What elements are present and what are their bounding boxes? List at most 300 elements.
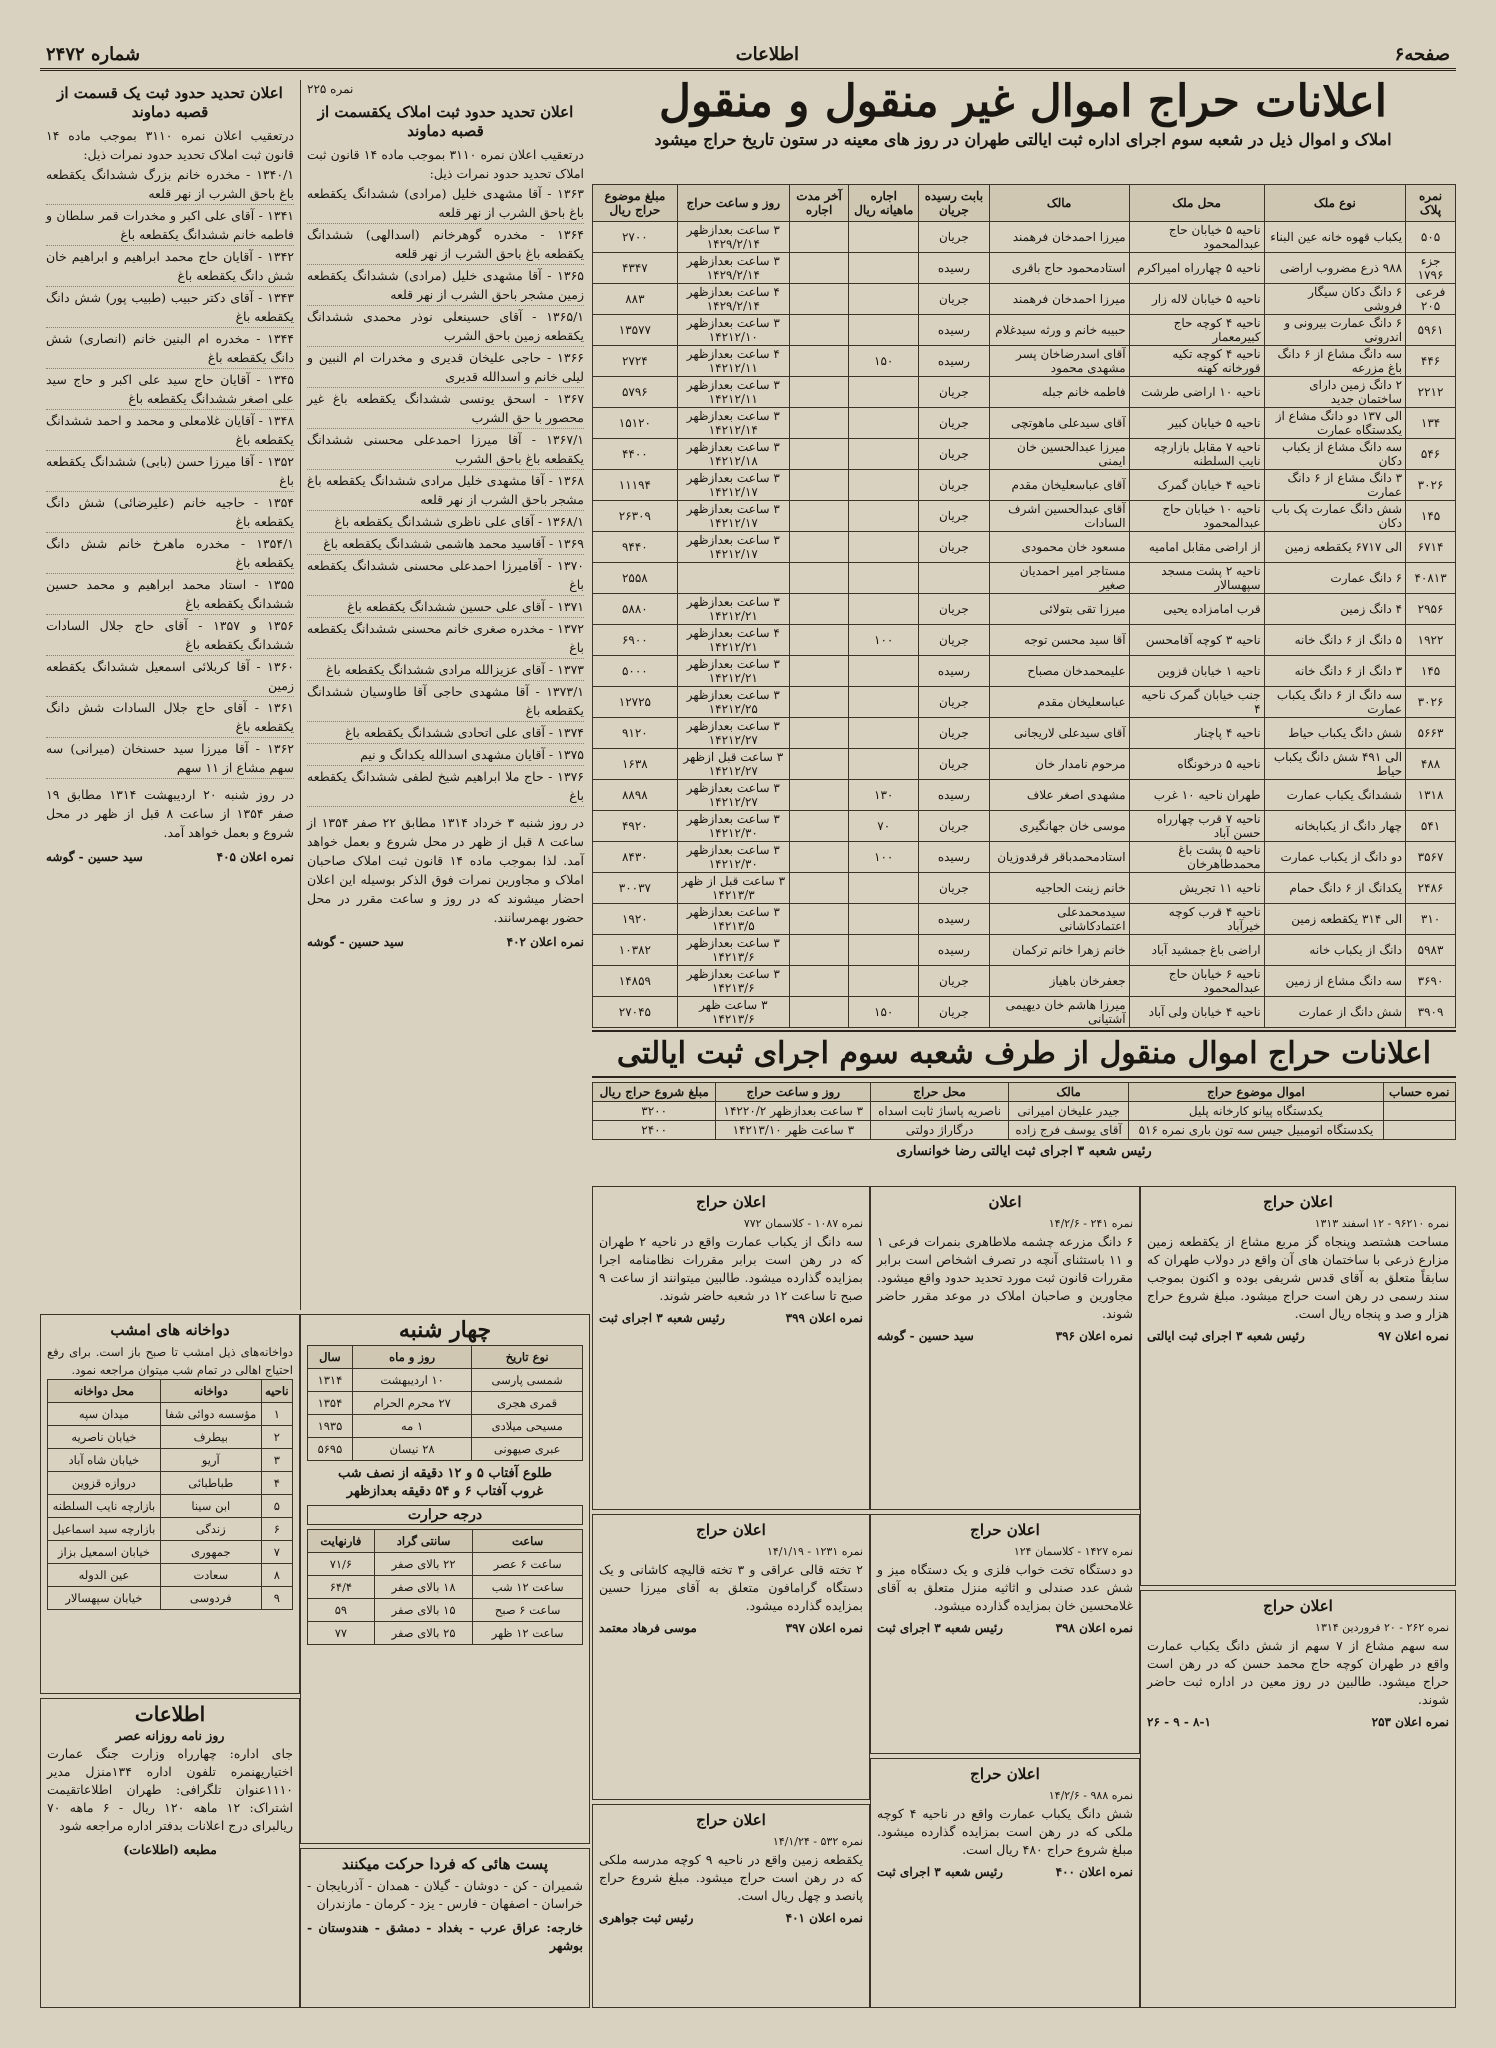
- auction-row: [593, 408, 1456, 439]
- notice-title: اعلان حراج: [696, 1193, 766, 1211]
- notice-footer-number: نمره اعلان ۳۹۷: [785, 1621, 863, 1635]
- table-cell: میدان سپه: [48, 1403, 161, 1426]
- table-cell: [789, 501, 848, 532]
- auction-row: [593, 904, 1456, 935]
- table-cell: جریان: [919, 532, 990, 563]
- table-cell: ۳ ساعت بعدازظهر ۱۴۲۲۰/۲: [716, 1102, 871, 1121]
- auction-row: [593, 594, 1456, 625]
- notice-item: ۱۳۵۴ - حاجیه خانم (علیرضائی) شش دانگ یکقطعه باغ: [46, 492, 294, 533]
- table-header-cell: سال: [308, 1346, 353, 1369]
- pharmacies-title: دواخانه های امشب: [110, 1321, 230, 1339]
- table-cell: ناحیه ۴ قرب کوچه خیرآباد: [1129, 904, 1264, 935]
- table-header-cell: مبلغ شروع حراج ریال: [593, 1083, 716, 1102]
- table-cell: میرزا تقی بتولائی: [989, 594, 1129, 625]
- table-header-cell: نمره پلاک: [1406, 185, 1456, 222]
- table-cell: ۴ دانگ زمین: [1264, 594, 1406, 625]
- notice-footer-sign: سید حسین - گوشه: [877, 1329, 974, 1343]
- pharmacy-row: [48, 1495, 293, 1518]
- notice-title: اعلان حراج: [696, 1521, 766, 1539]
- table-cell: ۲۷۰۰: [593, 222, 678, 253]
- notice-footer: [307, 933, 584, 952]
- table-cell: قرب امامزاده یحیی: [1129, 594, 1264, 625]
- table-cell: رسیده: [919, 842, 990, 873]
- notice-title: اعلان حراج: [696, 1811, 766, 1829]
- table-cell: یکدانگ از ۶ دانگ حمام: [1264, 873, 1406, 904]
- table-header-cell: مبلغ موضوع حراج ریال: [593, 185, 678, 222]
- table-cell: ۱۱۱۹۴: [593, 470, 678, 501]
- notice-footer-number: نمره اعلان ۳۹۶: [1055, 1329, 1133, 1343]
- notice-footer-sign: سید حسین - گوشه: [46, 850, 143, 864]
- table-cell: مؤسسه دوائی شفا: [160, 1403, 261, 1426]
- notice-item: ۱۳۶۸ - آقا مشهدی خلیل مرادی ششدانگ یکقطعه باغ مشجر باحق الشرب از نهر قلعه: [307, 470, 584, 511]
- table-header-cell: روز و ماه: [352, 1346, 471, 1369]
- table-cell: [789, 315, 848, 346]
- info-line: نمره تلفون اداره ۱۳۴: [111, 1764, 256, 1779]
- notice-footer-number: نمره اعلان ۴۰۰: [1055, 1865, 1133, 1879]
- table-header-cell: نمره حساب: [1383, 1083, 1455, 1102]
- notice-title: اعلان حراج: [970, 1765, 1040, 1783]
- table-cell: ۲۷۰۴۵: [593, 997, 678, 1028]
- table-cell: جنب خیابان گمرک ناحیه ۴: [1129, 687, 1264, 718]
- table-cell: دروازه قزوین: [48, 1472, 161, 1495]
- table-cell: ناحیه ۱۱ تجریش: [1129, 873, 1264, 904]
- table-cell: ۳ ساعت ظهر ۱۴۲۱۳/۶: [677, 997, 789, 1028]
- table-cell: فرعی ۲۰۵: [1406, 284, 1456, 315]
- notice-title: اعلان حراج: [1263, 1597, 1333, 1615]
- table-cell: [789, 997, 848, 1028]
- table-cell: ۸: [261, 1564, 292, 1587]
- table-cell: [849, 408, 919, 439]
- table-cell: مسیحی میلادی: [472, 1415, 583, 1438]
- notice-item: ۱۳۷۳ - آقای عزیزالله مرادی ششدانگ یکقطعه باغ: [307, 659, 584, 681]
- notice-meta: نمره ۹۶۲۱۰ - ۱۲ اسفند ۱۳۱۳: [1314, 1217, 1449, 1230]
- table-cell: ۱۶۳۸: [593, 749, 678, 780]
- table-cell: ۴۳۴۷: [593, 253, 678, 284]
- table-cell: ۳۰۰۳۷: [593, 873, 678, 904]
- table-cell: [849, 718, 919, 749]
- notice-item: ۱۳۴۴ - مخدره ام البنین خانم (انصاری) شش دانگ یکقطعه باغ: [46, 328, 294, 369]
- auction-row: [593, 718, 1456, 749]
- table-cell: ۴۴۶: [1406, 346, 1456, 377]
- table-header-cell: روز و ساعت حراج: [677, 185, 789, 222]
- table-cell: ۶۹۰۰: [593, 625, 678, 656]
- table-cell: ۶: [261, 1518, 292, 1541]
- table-cell: ۱۰۰: [849, 842, 919, 873]
- auction-row: [593, 315, 1456, 346]
- table-cell: [849, 501, 919, 532]
- notice-n5: [870, 1514, 1140, 1754]
- notice-closing: در روز شنبه ۲۰ اردیبهشت ۱۳۱۴ مطابق ۱۹ صفر ۱۳۵۴ از ساعت ۸ قبل از ظهر در محل شروع و بعمل خواهد آمد.: [46, 787, 295, 840]
- table-cell: ۹۱۲۰: [593, 718, 678, 749]
- table-cell: ۵۹۸۳: [1406, 935, 1456, 966]
- movable-signature: رئیس شعبه ۳ اجرای ثبت ایالتی رضا خوانساری: [896, 1144, 1152, 1159]
- table-cell: ۱: [261, 1403, 292, 1426]
- table-cell: ۳ دانگ مشاع از ۶ دانگ عمارت: [1264, 470, 1406, 501]
- notice-title: اعلان حراج: [970, 1521, 1040, 1539]
- notice-footer: [46, 848, 294, 867]
- notice-item: ۱۳۷۳/۱ - آقا مشهدی حاجی آقا طاوسیان ششدانگ یکقطعه باغ: [307, 681, 584, 722]
- table-cell: طهران ناحیه ۱۰ غرب: [1129, 780, 1264, 811]
- table-cell: [849, 656, 919, 687]
- notice-footer: [877, 1863, 1133, 1881]
- table-cell: ۳۲۰۰: [593, 1102, 716, 1121]
- table-cell: جریان: [919, 997, 990, 1028]
- table-cell: آقای اسدرضاخان پسر مشهدی محمود: [989, 346, 1129, 377]
- auction-row: [593, 439, 1456, 470]
- table-cell: ۱۸ بالای صفر: [374, 1576, 473, 1599]
- table-cell: جریان: [919, 501, 990, 532]
- notice-item: ۱۳۷۱ - آقای علی حسین ششدانگ یکقطعه باغ: [307, 596, 584, 618]
- table-cell: ساعت ۶ صبح: [473, 1599, 583, 1622]
- table-cell: [849, 253, 919, 284]
- table-cell: [849, 315, 919, 346]
- table-header-cell: نوع تاریخ: [472, 1346, 583, 1369]
- table-cell: شش دانگ یکباب حیاط: [1264, 718, 1406, 749]
- table-cell: میرزا عبدالحسین خان ایمنی: [989, 439, 1129, 470]
- auction-row: [593, 687, 1456, 718]
- table-cell: جریان: [919, 222, 990, 253]
- table-cell: ۱۳۱۴: [308, 1369, 353, 1392]
- table-cell: ۱۵ بالای صفر: [374, 1599, 473, 1622]
- table-cell: جریان: [919, 594, 990, 625]
- table-cell: طباطبائی: [160, 1472, 261, 1495]
- info-line: قیمت اشتراک: ۱۲ ماهه ۱۲۰ ریال - ۶ ماهه ۷۰ ریال: [47, 1782, 294, 1833]
- table-cell: سه دانگ مشاع از ۶ دانگ باغ مزرعه: [1264, 346, 1406, 377]
- notice-n6: [592, 1514, 870, 1800]
- notice-item: ۱۳۵۵ - استاد محمد ابراهیم و محمد حسین ششدانگ یکقطعه باغ: [46, 574, 294, 615]
- notice-n8: [592, 1804, 870, 2008]
- table-cell: ۲۶۳۰۹: [593, 501, 678, 532]
- pharmacies-intro: دواخانه‌های ذیل امشب تا صبح باز است. برای رفع احتیاج اهالی در تمام شب میتوان مراجعه نمود.: [47, 1345, 293, 1377]
- auction-row: [593, 811, 1456, 842]
- table-cell: ۶ دانگ عمارت: [1264, 563, 1406, 594]
- info-line: جای اداره: چهارراه وزارت جنگ عمارت اختیاریه: [47, 1746, 293, 1779]
- notice-footer: [1147, 1713, 1449, 1731]
- table-header-cell: روز و ساعت حراج: [716, 1083, 871, 1102]
- temperature-row: [308, 1576, 583, 1599]
- table-cell: ۳ ساعت بعدازظهر ۱۴۲۱۲/۱۸: [677, 439, 789, 470]
- auction-row: [593, 346, 1456, 377]
- table-cell: جزء ۱۷۹۶: [1406, 253, 1456, 284]
- table-cell: [789, 966, 848, 997]
- auction-row: [593, 966, 1456, 997]
- table-cell: حبیبه خانم و ورثه سیدغلام: [989, 315, 1129, 346]
- table-cell: جریان: [919, 377, 990, 408]
- notice-footer-sign: رئیس شعبه ۳ اجرای ثبت: [599, 1311, 725, 1325]
- table-cell: ۲۹۵۶: [1406, 594, 1456, 625]
- table-cell: ساعت ۱۲ شب: [473, 1576, 583, 1599]
- page-number: صفحه۶: [1394, 43, 1450, 65]
- table-cell: شش دانگ از عمارت: [1264, 997, 1406, 1028]
- paper-name: اطلاعات: [735, 43, 799, 65]
- calendar-box: [300, 1314, 590, 1844]
- pharmacy-row: [48, 1472, 293, 1495]
- table-cell: [789, 439, 848, 470]
- pharmacy-row: [48, 1426, 293, 1449]
- table-cell: ناصریه پاساژ ثابت اسداه: [871, 1102, 1009, 1121]
- notice-item: ۱۳۴۱ - آقای علی اکبر و مخدرات قمر سلطان و فاطمه خانم ششدانگ یکقطعه باغ: [46, 205, 294, 246]
- notice-footer-number: نمره اعلان ۴۰۲: [506, 935, 584, 949]
- table-cell: خیابان اسمعیل بزاز: [48, 1541, 161, 1564]
- table-cell: ۱۲۷۲۵: [593, 687, 678, 718]
- table-cell: [789, 346, 848, 377]
- table-cell: [789, 408, 848, 439]
- table-cell: ۷: [261, 1541, 292, 1564]
- table-cell: ۳ ساعت ظهر ۱۴۲۱۳/۱۰: [716, 1121, 871, 1140]
- table-cell: [849, 966, 919, 997]
- table-cell: سیدمحمدعلی اعتمادکاشانی: [989, 904, 1129, 935]
- table-cell: الی ۴۹۱ شش دانگ یکباب حیاط: [1264, 749, 1406, 780]
- notice-footer: [877, 1327, 1133, 1345]
- table-cell: ۳۵۶۷: [1406, 842, 1456, 873]
- notice-footer-sign: رئیس ثبت جواهری: [599, 1911, 694, 1925]
- auction-row: [593, 873, 1456, 904]
- table-cell: [849, 222, 919, 253]
- table-cell: ۴۸۸: [1406, 749, 1456, 780]
- table-cell: ۱۹۲۰: [593, 904, 678, 935]
- table-cell: ۲۷۲۴: [593, 346, 678, 377]
- auction-row: [593, 749, 1456, 780]
- notice-body: سه سهم مشاع از ۷ سهم از شش دانگ یکباب عمارت واقع در طهران کوچه حاج محمد حسن که در رهن است حراج میشود. طالبین در روز معین در اداره ثبت حاضر شوند.: [1147, 1638, 1449, 1707]
- pharmacy-row: [48, 1403, 293, 1426]
- table-cell: ۱۳۱۸: [1406, 780, 1456, 811]
- info-line: عنوان تلگرافی: طهران اطلاعات: [76, 1782, 267, 1797]
- pharmacy-row: [48, 1518, 293, 1541]
- table-cell: [789, 780, 848, 811]
- notice-item: ۱۳۷۰ - آقامیرزا احمدعلی محسنی ششدانگ یکقطعه باغ: [307, 555, 584, 596]
- table-cell: ناحیه ۵ درخونگاه: [1129, 749, 1264, 780]
- table-header-cell: محل دواخانه: [48, 1380, 161, 1403]
- table-cell: ۳ ساعت بعدازظهر ۱۴۲۱۳/۶: [677, 935, 789, 966]
- calendar-body: [308, 1369, 583, 1461]
- table-cell: سه دانگ از ۶ دانگ یکباب عمارت: [1264, 687, 1406, 718]
- table-cell: بازارچه نایب السلطنه: [48, 1495, 161, 1518]
- table-cell: ناحیه ۱۰ خیابان حاج عبدالمحمود: [1129, 501, 1264, 532]
- table-cell: ۲۵۵۸: [593, 563, 678, 594]
- table-cell: خیابان شاه آباد: [48, 1449, 161, 1472]
- table-cell: ۲: [261, 1426, 292, 1449]
- table-cell: آقا سید محسن توجه: [989, 625, 1129, 656]
- notice-item: ۱۳۶۷/۱ - آقا میرزا احمدعلی محسنی ششدانگ یکقطعه باغ باحق الشرب: [307, 429, 584, 470]
- masthead: [40, 40, 1456, 71]
- info-print: مطبعه (اطلاعات): [123, 1842, 217, 1857]
- table-cell: ۳ دانگ از ۶ دانگ خانه: [1264, 656, 1406, 687]
- table-cell: ۱۹۲۲: [1406, 625, 1456, 656]
- info-lines: [47, 1745, 293, 1835]
- table-cell: ۷۰: [849, 811, 919, 842]
- notice-column-b: [40, 80, 300, 1310]
- table-cell: ۵: [261, 1495, 292, 1518]
- table-cell: اراضی باغ جمشید آباد: [1129, 935, 1264, 966]
- auction-row: [593, 501, 1456, 532]
- temperature-header-row: [308, 1530, 583, 1553]
- table-cell: جریان: [919, 284, 990, 315]
- pharmacy-row: [48, 1541, 293, 1564]
- notice-item: ۱۳۶۹ - آقاسید محمد هاشمی ششدانگ یکقطعه باغ: [307, 533, 584, 555]
- table-cell: ۸۸۹۸: [593, 780, 678, 811]
- table-cell: قمری هجری: [472, 1392, 583, 1415]
- table-cell: جریان: [919, 873, 990, 904]
- movable-title: اعلانات حراج اموال منقول از طرف شعبه سوم اجرای ثبت ایالتی: [592, 1030, 1456, 1078]
- table-cell: زندگی: [160, 1518, 261, 1541]
- table-cell: ۱۳۰: [849, 780, 919, 811]
- table-cell: ۱۵۱۲۰: [593, 408, 678, 439]
- table-cell: ۴ ساعت بعدازظهر ۱۴۲۱۲/۱۱: [677, 346, 789, 377]
- notice-footer-sign: ۸-۱ - ۹ - ۲۶: [1147, 1715, 1211, 1729]
- table-header-cell: آخر مدت اجاره: [789, 185, 848, 222]
- notice-item: ۱۳۶۲ - آقا میرزا سید حسنخان (میرانی) سه سهم مشاع از ۱۱ سهم: [46, 738, 294, 779]
- table-cell: ۲۸ نیسان: [352, 1438, 471, 1461]
- notice-meta: نمره ۱۰۸۷ - کلاسمان ۷۷۲: [743, 1217, 863, 1230]
- table-cell: ۵۹۶۱: [1406, 315, 1456, 346]
- sun-times: [307, 1465, 583, 1501]
- table-cell: [789, 904, 848, 935]
- table-cell: یکدستگاه اتومبیل جیس سه تون باری نمره ۵۱۶: [1129, 1121, 1383, 1140]
- paper-info-box: [40, 1698, 300, 2008]
- table-cell: ۳ ساعت بعدازظهر ۱۴۲۱۲/۲۵: [677, 687, 789, 718]
- calendar-row: [308, 1369, 583, 1392]
- table-header-cell: دواخانه: [160, 1380, 261, 1403]
- table-header-cell: نوع ملک: [1264, 185, 1406, 222]
- notice-item: ۱۳۶۸/۱ - آقای علی ناظری ششدانگ یکقطعه باغ: [307, 511, 584, 533]
- table-cell: ناحیه ۴ خیابان گمرک: [1129, 470, 1264, 501]
- notice-column-a: [300, 80, 590, 1310]
- auction-row: [593, 935, 1456, 966]
- calendar-table: [307, 1345, 583, 1461]
- notice-footer-sign: رئیس شعبه ۳ اجرای ثبت: [877, 1621, 1003, 1635]
- notice-meta: نمره ۲۶۲ - ۲۰ فروردین ۱۳۱۴: [1315, 1621, 1449, 1634]
- table-cell: مرحوم نامدار خان: [989, 749, 1129, 780]
- table-cell: [849, 563, 919, 594]
- table-cell: ناحیه ۵ خیابان کبیر: [1129, 408, 1264, 439]
- table-cell: ۳ ساعت بعدازظهر ۱۴۲۱۲/۲۷: [677, 718, 789, 749]
- table-cell: [789, 377, 848, 408]
- table-cell: علیمحمدخان مصباح: [989, 656, 1129, 687]
- table-cell: خانم زینت الحاجیه: [989, 873, 1129, 904]
- table-cell: ۳ ساعت بعدازظهر ۱۴۲۱۲/۳۰: [677, 811, 789, 842]
- table-cell: ۱۰ اردیبهشت: [352, 1369, 471, 1392]
- table-cell: ۳ ساعت قبل ازظهر ۱۴۲۱۲/۲۷: [677, 749, 789, 780]
- table-cell: جریان: [919, 470, 990, 501]
- auction-row: [593, 253, 1456, 284]
- table-cell: میرزا احمدخان فرهمند: [989, 284, 1129, 315]
- post-abroad: خارجه: عراق عرب - بغداد - دمشق - هندوستان - بوشهر: [307, 1920, 583, 1953]
- table-cell: [789, 563, 848, 594]
- auction-row: [593, 284, 1456, 315]
- table-cell: [789, 935, 848, 966]
- sunrise: طلوع آفتاب ۵ و ۱۲ دقیقه از نصف شب: [338, 1466, 552, 1481]
- table-cell: ۱۹۳۵: [308, 1415, 353, 1438]
- table-cell: ناحیه ۷ قرب چهارراه حسن آباد: [1129, 811, 1264, 842]
- table-cell: فردوسی: [160, 1587, 261, 1610]
- table-cell: مسعود خان محمودی: [989, 532, 1129, 563]
- table-cell: از اراضی مقابل امامیه: [1129, 532, 1264, 563]
- table-header-cell: بابت رسیده جریان: [919, 185, 990, 222]
- table-cell: ۱۰۰: [849, 625, 919, 656]
- table-cell: ۳ ساعت بعدازظهر ۱۴۲۱۲/۲۷: [677, 780, 789, 811]
- notice-number: نمره ۲۲۵: [307, 82, 354, 96]
- table-cell: ۲۲۱۲: [1406, 377, 1456, 408]
- notice-item: ۱۳۴۳ - آقای دکتر حبیب (طبیب پور) شش دانگ یکقطعه باغ: [46, 287, 294, 328]
- table-cell: [789, 687, 848, 718]
- table-cell: آقای سیدعلی ماهوتچی: [989, 408, 1129, 439]
- table-cell: [789, 594, 848, 625]
- notice-footer-number: نمره اعلان ۳۹۹: [785, 1311, 863, 1325]
- table-cell: ۳ ساعت بعدازظهر ۱۴۲۱۲/۱۰: [677, 315, 789, 346]
- table-cell: ششدانگ یکباب عمارت: [1264, 780, 1406, 811]
- table-cell: ۳ ساعت بعدازظهر ۱۴۲۹/۲/۱۴: [677, 253, 789, 284]
- notice-n4: [1140, 1590, 1456, 2008]
- table-cell: استادمحمدباقر قرقدوزیان: [989, 842, 1129, 873]
- notice-items: [307, 183, 584, 807]
- table-cell: ۶۷۱۴: [1406, 532, 1456, 563]
- notice-item: ۱۳۵۲ - آقا میرزا حسن (بابی) ششدانگ یکقطعه باغ: [46, 451, 294, 492]
- table-cell: جریان: [919, 439, 990, 470]
- table-cell: ۸۸۳: [593, 284, 678, 315]
- table-cell: ناحیه ۲ پشت مسجد سپهسالار: [1129, 563, 1264, 594]
- table-cell: ۸۴۳۰: [593, 842, 678, 873]
- notice-footer-number: نمره اعلان ۴۰۵: [216, 850, 294, 864]
- info-title: اطلاعات: [134, 1702, 206, 1726]
- table-header-cell: فارنهایت: [308, 1530, 375, 1553]
- notice-item: ۱۳۶۰ - آقا کربلائی اسمعیل ششدانگ یکقطعه زمین: [46, 656, 294, 697]
- table-cell: رسیده: [919, 935, 990, 966]
- table-cell: ناحیه ۴ کوچه تکیه قورخانه کهنه: [1129, 346, 1264, 377]
- notice-body: سه دانگ از یکباب عمارت واقع در ناحیه ۲ طهران که در رهن است برابر مقررات نظامنامه اجرا بمزایده گذارده میشود. طالبین میتوانند از ساعت ۹ صبح تا ساعت ۱۲ در شعبه حاضر شوند.: [599, 1234, 864, 1303]
- table-cell: [849, 439, 919, 470]
- table-header-cell: مالک: [989, 185, 1129, 222]
- table-cell: ناحیه ۱۰ اراضی طرشت: [1129, 377, 1264, 408]
- table-header-cell: سانتی گراد: [374, 1530, 473, 1553]
- table-cell: ۶ دانگ عمارت بیرونی و اندرونی: [1264, 315, 1406, 346]
- table-cell: ۳ ساعت قبل از ظهر ۱۴۲۱۳/۳: [677, 873, 789, 904]
- table-cell: الی ۱۳۷ دو دانگ مشاع از یکدستگاه عمارت: [1264, 408, 1406, 439]
- notice-item: ۱۳۵۶ و ۱۳۵۷ - آقای حاج جلال السادات ششدانگ یکقطعه باغ: [46, 615, 294, 656]
- table-cell: استادمحمود حاج باقری: [989, 253, 1129, 284]
- table-cell: [789, 253, 848, 284]
- table-cell: [849, 594, 919, 625]
- auction-header-row: [593, 185, 1456, 222]
- table-cell: جریان: [919, 625, 990, 656]
- table-cell: ۱۳۴: [1406, 408, 1456, 439]
- table-cell: ۲۴۰۰: [593, 1121, 716, 1140]
- table-cell: [789, 749, 848, 780]
- table-cell: ۶۴/۴: [308, 1576, 375, 1599]
- table-cell: ۳ ساعت بعدازظهر ۱۴۲۱۲/۱۷: [677, 532, 789, 563]
- notice-closing: در روز شنبه ۳ خرداد ۱۳۱۴ مطابق ۲۲ صفر ۱۳۵۴ از ساعت ۸ قبل از ظهر در محل شروع و بعمل خواهد آمد. لذا بموجب ماده ۱۴ قانون ثبت املاک صاحبان املاک و مجاورین نمرات فوق الذکر بوسیله این اعلان احضار میشوند که در روز و ساعت مقرر در محل حضور بهمرسانند.: [307, 815, 585, 925]
- table-cell: [849, 935, 919, 966]
- main-subtitle: املاک و اموال ذیل در شعبه سوم اجرای اداره ثبت ایالتی طهران در روز های معینه در ستون تاریخ حراج میشود: [654, 130, 1392, 149]
- table-cell: ۲۴۸۶: [1406, 873, 1456, 904]
- table-cell: ۶ دانگ دکان سیگار فروشی: [1264, 284, 1406, 315]
- notice-item: ۱۳۷۶ - حاج ملا ابراهیم شیخ لطفی ششدانگ یکقطعه باغ: [307, 766, 584, 807]
- table-cell: جریان: [919, 687, 990, 718]
- notice-title: اعلان: [988, 1193, 1022, 1211]
- table-cell: عباسعلیخان مقدم: [989, 687, 1129, 718]
- notice-item: ۱۳۴۲ - آقایان حاج محمد ابراهیم و ابراهیم خان شش دانگ یکقطعه باغ: [46, 246, 294, 287]
- pharmacies-box: [40, 1314, 300, 1694]
- notice-item: ۱۳۷۴ - آقای علی اتحادی ششدانگ یکقطعه باغ: [307, 722, 584, 744]
- table-cell: ۳۰۲۶: [1406, 470, 1456, 501]
- table-cell: ۳ ساعت بعدازظهر ۱۴۲۱۲/۱۴: [677, 408, 789, 439]
- table-cell: ۴۴۰۰: [593, 439, 678, 470]
- notice-title: اعلان تحدید حدود ثبت املاک یکقسمت از قصبه دماوند: [317, 103, 574, 140]
- table-cell: ۵۶۶۳: [1406, 718, 1456, 749]
- pharmacy-row: [48, 1587, 293, 1610]
- notice-body: شش دانگ یکباب عمارت واقع در ناحیه ۴ کوچه ملکی که در رهن است بمزایده گذارده میشود. مبلغ شروع حراج ۴۸۰ ریال است.: [877, 1806, 1134, 1857]
- notice-item: ۱۳۷۵ - آقایان مشهدی اسدالله یکدانگ و نیم: [307, 744, 584, 766]
- notice-body: یکقطعه زمین واقع در ناحیه ۹ کوچه مدرسه ملکی که در رهن است حراج میشود. مبلغ شروع حراج پانصد و چهل ریال است.: [599, 1852, 863, 1903]
